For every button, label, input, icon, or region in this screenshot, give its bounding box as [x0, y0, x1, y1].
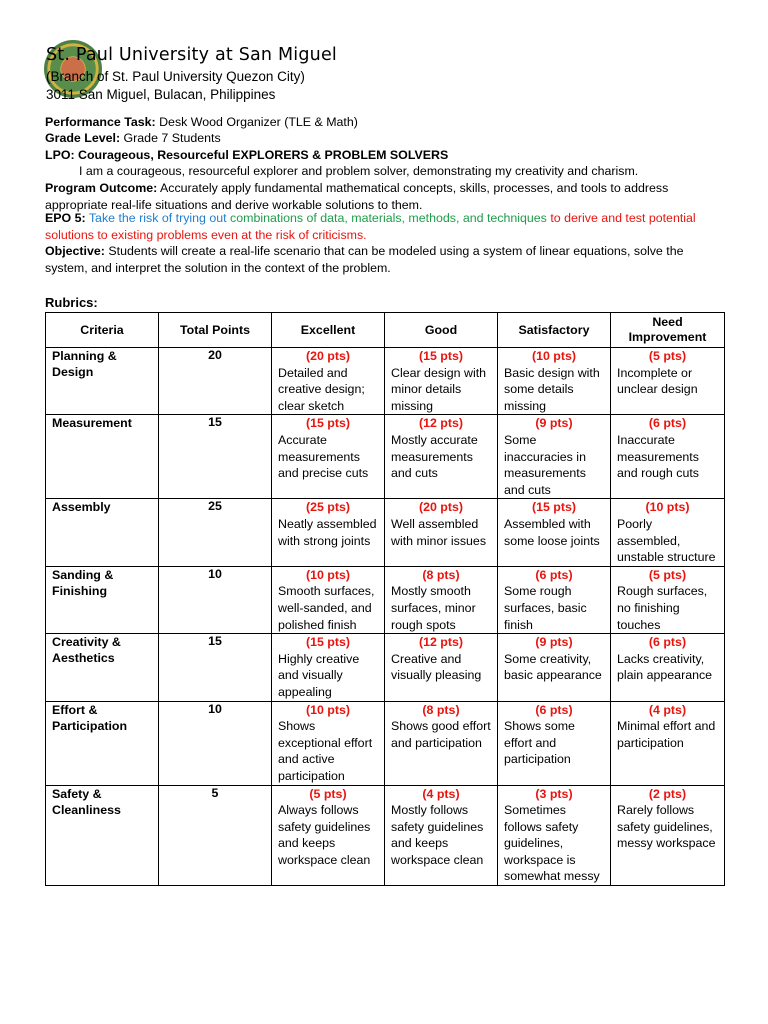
- rating-cell: [385, 634, 498, 701]
- descriptor-text: Basic design with some details missing: [504, 365, 600, 413]
- points-label: (20 pts): [418, 500, 464, 515]
- descriptor-text: Lacks creativity, plain appearance: [617, 651, 713, 683]
- points-label: (10 pts): [305, 567, 351, 582]
- rating-cell: [498, 415, 611, 499]
- descriptor-text: Some creativity, basic appearance: [504, 651, 602, 683]
- epo-statement: [45, 210, 725, 243]
- rating-cell: [498, 348, 611, 415]
- rating-cell: [272, 634, 385, 701]
- total-points-cell: 20: [159, 348, 272, 415]
- criteria-cell: Assembly: [46, 499, 159, 566]
- table-row: [46, 634, 725, 701]
- criteria-cell: Effort & Participation: [46, 701, 159, 785]
- criteria-cell: Sanding & Finishing: [46, 566, 159, 633]
- objective-text: Students will create a real-life scenario that can be modeled using a system of linear equations, solve the system, and interpret the solution in the context of the problem.: [45, 244, 684, 275]
- descriptor-text: Sometimes follows safety guidelines, workspace is somewhat messy: [504, 803, 600, 884]
- descriptor-text: Inaccurate measurements and rough cuts: [617, 432, 699, 481]
- total-points-cell: 15: [159, 634, 272, 701]
- descriptor-text: Rough surfaces, no finishing touches: [617, 584, 708, 632]
- header-criteria: Criteria: [46, 313, 159, 348]
- rating-cell: [385, 701, 498, 785]
- criteria-cell: Safety & Cleanliness: [46, 785, 159, 886]
- points-label: (9 pts): [535, 416, 573, 431]
- descriptor-text: Mostly follows safety guidelines and keeps workspace clean: [391, 803, 484, 867]
- rating-cell: [611, 415, 725, 499]
- descriptor-text: Accurate measurements and precise cuts: [278, 432, 369, 481]
- descriptor-text: Some rough surfaces, basic finish: [504, 584, 587, 632]
- descriptor-text: Assembled with some loose joints: [504, 516, 600, 548]
- points-label: (3 pts): [535, 786, 573, 801]
- points-label: (5 pts): [309, 786, 347, 801]
- descriptor-text: Rarely follows safety guidelines, messy workspace: [617, 803, 716, 851]
- program-outcome-text: Accurately apply fundamental mathematical concepts, skills, processes, and tools to address appropriate real-life situations and derive workable solutions to them.: [45, 181, 669, 212]
- descriptor-text: Poorly assembled, unstable structure: [617, 516, 716, 565]
- descriptor-text: Minimal effort and participation: [617, 719, 716, 750]
- points-label: (15 pts): [305, 635, 351, 650]
- rubric-header-row: [46, 313, 725, 348]
- rating-cell: [498, 566, 611, 633]
- table-row: [46, 415, 725, 499]
- grade-level-line: [45, 130, 725, 147]
- objective-label: Objective:: [45, 244, 105, 258]
- descriptor-text: Mostly accurate measurements and cuts: [391, 432, 478, 481]
- points-label: (4 pts): [648, 702, 687, 717]
- descriptor-text: Some inaccuracies in measurements and cuts: [504, 432, 586, 497]
- table-row: [46, 499, 725, 566]
- descriptor-text: Creative and visually pleasing: [391, 651, 482, 683]
- points-label: (6 pts): [535, 567, 573, 582]
- rating-cell: [272, 785, 385, 886]
- points-label: (6 pts): [648, 635, 687, 650]
- epo-label: EPO 5:: [45, 211, 86, 225]
- descriptor-text: Mostly smooth surfaces, minor rough spots: [391, 584, 476, 632]
- criteria-cell: Planning & Design: [46, 348, 159, 415]
- descriptor-text: Shows some effort and participation: [504, 719, 575, 767]
- rating-cell: [498, 701, 611, 785]
- header-satisfactory: Satisfactory: [498, 313, 611, 348]
- rating-cell: [611, 566, 725, 633]
- descriptor-text: Well assembled with minor issues: [391, 516, 487, 548]
- header-total-points: Total Points: [159, 313, 272, 348]
- points-label: (2 pts): [648, 786, 687, 801]
- table-row: [46, 701, 725, 785]
- points-label: (25 pts): [305, 500, 351, 515]
- points-label: (8 pts): [422, 702, 460, 717]
- rating-cell: [385, 566, 498, 633]
- program-outcome: [45, 180, 725, 213]
- total-points-cell: 15: [159, 415, 272, 499]
- rating-cell: [498, 634, 611, 701]
- rating-cell: [272, 415, 385, 499]
- header-excellent: Excellent: [272, 313, 385, 348]
- descriptor-text: Incomplete or unclear design: [617, 365, 698, 397]
- table-row: [46, 566, 725, 633]
- performance-task-label: Performance Task:: [45, 115, 156, 129]
- table-row: [46, 348, 725, 415]
- rating-cell: [611, 634, 725, 701]
- points-label: (15 pts): [418, 349, 464, 363]
- points-label: (5 pts): [648, 567, 687, 582]
- header-good: Good: [385, 313, 498, 348]
- points-label: (10 pts): [305, 702, 351, 717]
- performance-task-value: Desk Wood Organizer (TLE & Math): [155, 115, 358, 129]
- criteria-cell: Creativity & Aesthetics: [46, 634, 159, 701]
- rating-cell: [611, 785, 725, 886]
- descriptor-text: Smooth surfaces, well-sanded, and polished finish: [278, 584, 375, 632]
- total-points-cell: 25: [159, 499, 272, 566]
- total-points-cell: 5: [159, 785, 272, 886]
- rating-cell: [611, 348, 725, 415]
- points-label: (20 pts): [305, 349, 351, 363]
- rating-cell: [498, 785, 611, 886]
- rubrics-label: Rubrics:: [45, 295, 98, 310]
- epo-text-part2: combinations of data, materials, methods, and techniques: [230, 211, 547, 225]
- branch-line: (Branch of St. Paul University Quezon City): [46, 69, 305, 84]
- lpo-statement: I am a courageous, resourceful explorer and problem solver, demonstrating my creativity and charism.: [79, 164, 639, 178]
- rating-cell: [385, 785, 498, 886]
- rating-cell: [498, 499, 611, 566]
- rubric-table: [45, 312, 725, 886]
- points-label: (9 pts): [535, 635, 573, 650]
- lpo-heading: LPO: Courageous, Resourceful EXPLORERS & PROBLEM SOLVERS: [45, 148, 449, 162]
- points-label: (6 pts): [535, 702, 573, 717]
- objective: [45, 243, 725, 276]
- points-label: (10 pts): [531, 349, 577, 363]
- epo-text-part1: Take the risk of trying out: [85, 211, 231, 225]
- descriptor-text: Neatly assembled with strong joints: [278, 516, 377, 548]
- rating-cell: [385, 499, 498, 566]
- total-points-cell: 10: [159, 566, 272, 633]
- points-label: (6 pts): [648, 416, 687, 431]
- rating-cell: [385, 415, 498, 499]
- points-label: (4 pts): [422, 786, 460, 801]
- university-title: St. Paul University at San Miguel: [46, 45, 337, 65]
- grade-level-label: Grade Level:: [45, 131, 121, 145]
- points-label: (15 pts): [305, 416, 351, 431]
- criteria-cell: Measurement: [46, 415, 159, 499]
- rating-cell: [272, 566, 385, 633]
- points-label: (15 pts): [531, 500, 577, 515]
- points-label: (10 pts): [645, 500, 690, 515]
- descriptor-text: Clear design with minor details missing: [391, 365, 487, 413]
- rating-cell: [611, 499, 725, 566]
- address-line: 3011 San Miguel, Bulacan, Philippines: [46, 87, 276, 102]
- rating-cell: [272, 348, 385, 415]
- points-label: (5 pts): [648, 349, 687, 363]
- total-points-cell: 10: [159, 701, 272, 785]
- table-row: [46, 785, 725, 886]
- descriptor-text: Always follows safety guidelines and keeps workspace clean: [278, 803, 371, 867]
- points-label: (12 pts): [418, 635, 464, 650]
- rating-cell: [272, 499, 385, 566]
- performance-task-line: [45, 114, 725, 131]
- rating-cell: [385, 348, 498, 415]
- header-need-improvement: Need Improvement: [611, 313, 725, 348]
- points-label: (12 pts): [418, 416, 464, 431]
- points-label: (8 pts): [422, 567, 460, 582]
- descriptor-text: Highly creative and visually appealing: [278, 651, 360, 699]
- rating-cell: [272, 701, 385, 785]
- epo-text-part3: to derive and test potential solutions to existing problems even at the risk of criticisms.: [45, 211, 696, 242]
- descriptor-text: Detailed and creative design; clear sketch: [278, 365, 365, 413]
- grade-level-value: Grade 7 Students: [120, 131, 221, 145]
- program-outcome-label: Program Outcome:: [45, 181, 158, 195]
- descriptor-text: Shows good effort and participation: [391, 719, 491, 750]
- descriptor-text: Shows exceptional effort and active participation: [278, 719, 373, 783]
- rating-cell: [611, 701, 725, 785]
